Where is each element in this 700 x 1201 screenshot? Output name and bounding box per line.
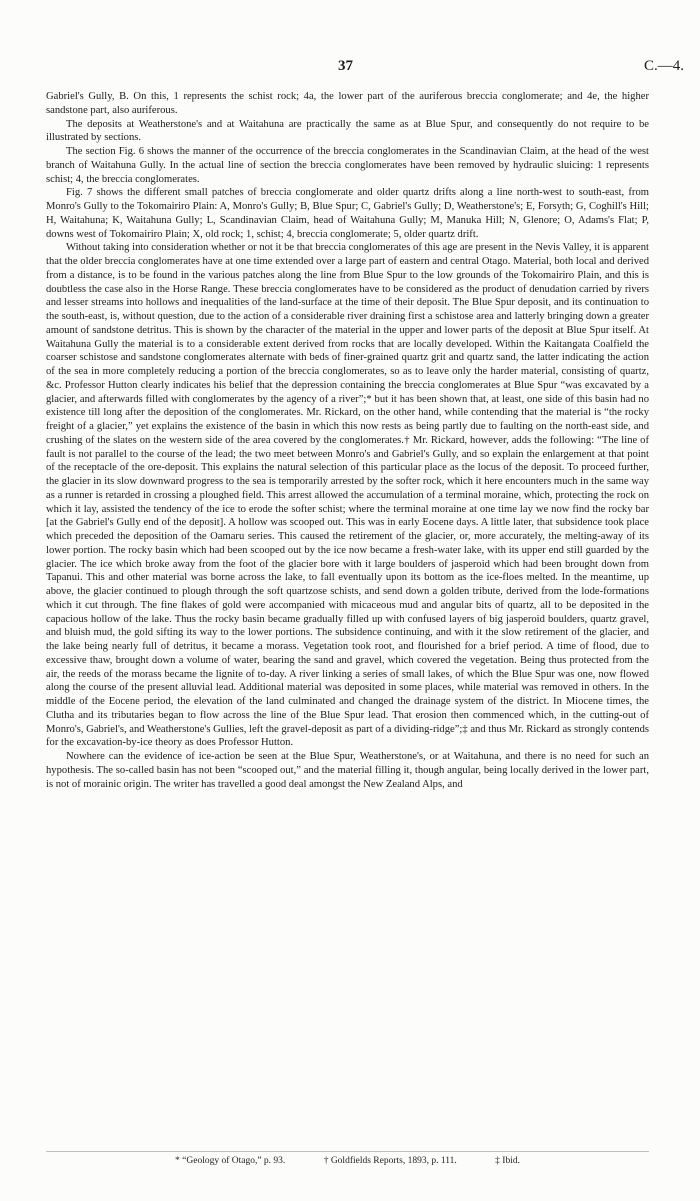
footnote-ibid: ‡ Ibid.	[495, 1156, 520, 1166]
footnote-geology-of-otago: * “Geology of Otago,” p. 93.	[175, 1156, 286, 1166]
paragraph-ice-action: Nowhere can the evidence of ice-action be seen at the Blue Spur, Weatherstone's, or at Waitahuna, and there is no need for such an hypothesis. The so-called basin has not been “scooped out,” and the material filling it, though angular, being locally derived in the lower part, is not of morainic origin. The writer has travelled a good deal amongst the New Zealand Alps, and	[46, 751, 649, 790]
paragraph-weatherstones: The deposits at Weatherstone's and at Waitahuna are practically the same as at Blue Spur, and consequently do not require to be illustrated by sections.	[46, 118, 649, 144]
footnotes	[46, 1151, 649, 1166]
page-header	[0, 58, 700, 78]
document-reference: C.—4.	[643, 58, 684, 74]
paragraph-fig-7: Fig. 7 shows the different small patches of breccia conglomerate and older quartz drifts along a line north-west to south-east, from Monro's Gully to the Tokomairiro Plain: A, Monro's Gully; B, Blue Spur; C, Gabriel's Gully; D, Weatherstone's; E, Forsyth; G, Coghill's Hill; H, Waitahuna; K, Waitahuna Gully; L, Scandinavian Claim, head of Waitahuna Gully; M, Manuka Hill; N, Glenore; O, Adams's Flat; P, downs west of Tokomairiro Plain; X, old rock; 1, schist; 4, breccia conglomerate; 5, older quartz drift.	[46, 187, 649, 240]
page-number: 37	[338, 58, 353, 74]
footnote-goldfields-reports: † Goldfields Reports, 1893, p. 111.	[323, 1156, 457, 1166]
body-text	[46, 90, 649, 791]
paragraph-gabriels-gully: Gabriel's Gully, B. On this, 1 represents the schist rock; 4a, the lower part of the auriferous breccia conglomerate; and 4e, the higher sandstone part, also auriferous.	[46, 91, 649, 116]
paragraph-section-fig-6: The section Fig. 6 shows the manner of the occurrence of the breccia conglomerates in the Scandinavian Claim, at the head of the west branch of Waitahuna Gully. In the actual line of section the breccia conglomerates have been removed by hydraulic sluicing: 1 represents schist; 4, the breccia conglomerates.	[46, 146, 649, 185]
paragraph-breccia-discussion: Without taking into consideration whether or not it be that breccia conglomerates of this age are present in the Nevis Valley, it is apparent that the older breccia conglomerates have at one time extended over a large part of eastern and central Otago. Material, both local and derived from a distance, is to be found in the various patches along the line from Blue Spur to the low grounds of the Tokomairiro Plain, and this is doubtless the case also in the Horse Range. These breccia conglomerates have to be considered as the product of denudation carried by rivers and lesser streams into hollows and inequalities of the land-surface at the time of their deposit. The Blue Spur deposit, and its continuation to the south-east, is, without question, due to the action of a considerable river draining first a schistose area and latterly bringing down a greater amount of sandstone detritus. This is shown by the character of the material in the upper and lower parts of the deposit at Blue Spur itself. At Waitahuna Gully the material is to a considerable extent derived from rocks that are locally developed. Within the Kaitangata Coalfield the coarser schistose and sandstone conglomerates alternate with beds of finer-grained quartz grit and quartz sand, the latter indicating the action of the sea in more completely reducing a portion of the breccia conglomerates, so as to leave only the harder material, consisting of quartz, &c. Professor Hutton clearly indicates his belief that the depression containing the breccia conglomerates at Blue Spur “was excavated by a glacier, and afterwards filled with conglomerates by the agency of a river”;* but it has been shown that, at least, one side of this basin had no existence till long after the deposition of the conglomerates. Mr. Rickard, on the other hand, while contending that the material is “the rocky freight of a glacier,” yet explains the existence of the basin in which this now rests as being partly due to faulting on the north-east side, and crushing of the slates on the western side of the area covered by the conglomerates.† Mr. Rickard, however, adds the following: “The line of fault is not parallel to the course of the lead; the two meet between Monro's and Gabriel's Gully, and so explain the enlargement at that point of the receptacle of the ore-deposit. This explains the natural selection of this particular place as the locus of the deposit. To proceed further, the glacier in its slow downward progress to the sea is temporarily arrested by the softer rock, which it here encounters much in the same way as a runner is retarded in crossing a ploughed field. This arrest allowed the accumulation of a terminal moraine, which, protecting the rock on which it lay, assisted the tendency of the ice to erode the softer schist; where the terminal moraine at one time lay we now find the rocky bar [at the Gabriel's Gully end of the deposit]. A hollow was scooped out. This was in early Eocene days. A little later, that subsidence took place which preceded the deposition of the Oamaru series. This caused the retirement of the glacier, or, more accurately, the melting-away of its lower portion. The rocky basin which had been scooped out by the ice now became a fresh-water lake, with its upper end still guarded by the glacier. The ice which broke away from the foot of the glacier bore with it large boulders of jasperoid which had been brought down from Tapanui. This and other material was borne across the lake, to fall eventually upon its bottom as the ice-floes melted. In the meantime, up above, the glacier continued to plough through the soft quartzose schists, and send down a golden tribute, derived from the lode-formations which it cut through. The fine flakes of gold were accompanied with micaceous mud and angular bits of quartz, all to be deposited in the capacious hollow of the lake. Thus the rocky basin became gradually filled up with confused layers of big jasperoid boulders, quartz gravel, and bluish mud, the gold sifting its way to the lower portions. The subsidence continuing, and with it the slow retirement of the glacier, and the lake being nearly full of detritus, it became a morass. Vegetation took root, and flourished for a brief period. A time of flood, due to excessive thaw, brought down a volume of water, bearing the sand and gravel, which covered the vegetation. Being thus protected from the air, the reeds of the morass became the lignite of to-day. A river linking a series of small lakes, of which the Blue Spur was one, now flowed along the course of the present alluvial lead. Additional material was deposited in some places, while material was removed in others. In the middle of the Eocene period, the elevation of the land culminated and changed the drainage system of the district. In Miocene times, the Clutha and its tributaries began to flow across the line of the Blue Spur lead. That erosion then commenced which, in the cutting-out of Monro's, Gabriel's, and Weatherstone's Gullies, left the gravel-deposit as part of a dividing-ridge”;‡ and thus Mr. Rickard as strongly contends for the excavation-by-ice theory as does Professor Hutton.	[46, 242, 649, 749]
